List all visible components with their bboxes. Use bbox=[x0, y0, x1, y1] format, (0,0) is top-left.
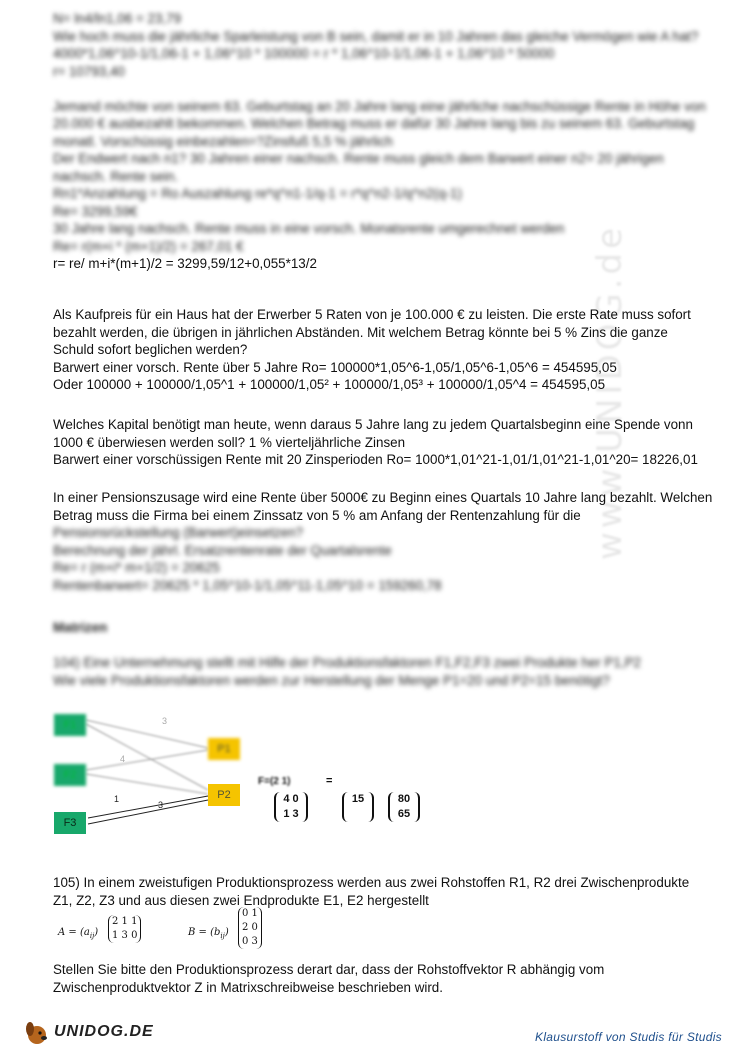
blurred-line: Rn1*Anzahlung = Ro Auszahlung re*q^n1-1/q-1 = r*q^n2-1/q^n2(q-1) bbox=[53, 186, 462, 201]
section-matrizen bbox=[53, 619, 723, 689]
page-footer bbox=[0, 1015, 750, 1055]
section-heading: Matrizen bbox=[53, 620, 108, 635]
blurred-line: Rentenbarwert= 20625 * 1,05^10-1/1,05^11-1,05^10 = 159260,78 bbox=[53, 577, 442, 593]
text-line: 1000 € überwiesen werden soll? 1 % vierteljährliche Zinsen bbox=[53, 434, 406, 450]
product-node-p1: P1 bbox=[208, 738, 240, 760]
text-line: Als Kaufpreis für ein Haus hat der Erwerber 5 Raten von je 100.000 € zu leisten. Die erste Rate muss sofort bbox=[53, 307, 691, 322]
text-line: Barwert einer vorsch. Rente über 5 Jahre Ro= 100000*1,05^6-1,05/1,05^6-1,05^6 = 454595,05 bbox=[53, 359, 617, 375]
edge-label: 4 bbox=[120, 754, 126, 764]
blurred-line: 104) Eine Unternehmung stellt mit Hilfe der Produktionsfaktoren F1,F2,F3 zwei Produkte her P1,P2 bbox=[53, 655, 641, 670]
factor-node-f1: F1 bbox=[54, 714, 86, 736]
watermark: www.UNIDOG.de bbox=[590, 223, 630, 560]
matrix-row: 4 0 bbox=[283, 793, 299, 805]
edge-label: 3 bbox=[158, 800, 164, 810]
formula-b-label: $B = (b_{ij})$ bbox=[188, 927, 229, 940]
blurred-line: Der Endwert nach n1? 30 Jahren einer nachsch. Rente muss gleich dem Barwert einer n2= 20 jährigen bbox=[53, 151, 664, 166]
text-line: 105) In einem zweistufigen Produktionsprozess werden aus zwei Rohstoffen R1, R2 drei Zwischenprodukte bbox=[53, 875, 690, 890]
matrix-row: 1 3 0 bbox=[112, 930, 138, 941]
site-logo[interactable]: UNIDOG.DE bbox=[54, 1023, 154, 1040]
section-task-text bbox=[53, 961, 723, 996]
text-line: Barwert einer vorschüssigen Rente mit 20 Zinsperioden Ro= 1000*1,01^21-1,01/1,01^21-1,01^20= 18226,01 bbox=[53, 452, 698, 467]
matrix-row: 2 1 1 bbox=[112, 916, 138, 927]
text-line: Betrag muss die Firma bei einem Zinssatz von 5 % am Anfang der Rentenzahlung für die bbox=[53, 507, 581, 523]
vector-value: 15 bbox=[351, 793, 365, 805]
factor-node-f3: F3 bbox=[54, 812, 86, 834]
text-line: Zwischenproduktvektor Z in Matrixschreibweise beschrieben wird. bbox=[53, 979, 443, 995]
section-pension bbox=[53, 489, 723, 594]
blurred-line: Re= r(m+i * (m+1)/2) = 267,01 € bbox=[53, 238, 244, 254]
section-donation bbox=[53, 416, 723, 469]
result-vector bbox=[388, 792, 420, 822]
blurred-line: N= ln4/ln1,06 = 23,79 bbox=[53, 11, 182, 26]
matrix-a bbox=[274, 792, 308, 822]
edge-label: 1 bbox=[114, 794, 120, 804]
matrix-row: 1 3 bbox=[283, 808, 299, 820]
blurred-line: Wie viele Produktionsfaktoren werden zur Herstellung der Menge P1=20 und P2=15 benötigt? bbox=[53, 672, 610, 688]
blurred-line: Re= r (m+i* m+1/2) = 20625 bbox=[53, 560, 220, 575]
blurred-line: Re= 3299,59€ bbox=[53, 203, 138, 219]
matrix-b-values bbox=[238, 907, 262, 949]
matrix-row: 0 1 bbox=[242, 908, 258, 919]
factor-node-f2: F2 bbox=[54, 764, 86, 786]
text-line: r= re/ m+i*(m+1)/2 = 3299,59/12+0,055*13/2 bbox=[53, 256, 317, 271]
edge-label: 3 bbox=[162, 716, 168, 726]
text-line: bezahlt werden, die übrigen in jährlichen Abständen. Mit welchem Betrag könnte bei 5 % Zins die ganze bbox=[53, 324, 668, 340]
blurred-line: Jemand möchte von seinem 63. Geburtstag an 20 Jahre lang eine jährliche nachschüssige Rente in Höhe von bbox=[53, 98, 706, 114]
formula-a-label: $A = (a_{ij})$ bbox=[58, 927, 99, 940]
blurred-line: r= 10793,40 bbox=[53, 63, 125, 79]
blurred-line: Pensionsrückstellung (Barwert)einsetzen? bbox=[53, 525, 304, 540]
text-line: Z1, Z2, Z3 und aus diesen zwei Endprodukte E1, E2 hergestellt bbox=[53, 892, 429, 908]
dog-logo-icon bbox=[22, 1019, 52, 1049]
matrix-row: 2 0 bbox=[242, 922, 258, 933]
matrix-a-values bbox=[108, 915, 141, 943]
blurred-line: 20.000 € ausbezahlt bekommen. Welchen Betrag muss er dafür 30 Jahre lang bis zu seinem 63. Geburtstag bbox=[53, 116, 695, 131]
blurred-line: monatl. Vorschüssig einbezahlen=?Zinsfuß 5,5 % jährlich bbox=[53, 133, 393, 149]
matrix-row: 0 3 bbox=[242, 936, 258, 947]
equals-sign: = bbox=[326, 775, 333, 787]
product-node-p2: P2 bbox=[208, 784, 240, 806]
spacer bbox=[53, 80, 723, 98]
matrix-label: F=(2 1) bbox=[258, 776, 291, 787]
footer-tagline: Klausurstoff von Studis für Studis bbox=[535, 1030, 722, 1044]
matrix-equation bbox=[258, 760, 438, 830]
text-line: Stellen Sie bitte den Produktionsprozess derart dar, dass der Rohstoffvektor R abhängig vom bbox=[53, 962, 605, 977]
section-house-purchase bbox=[53, 306, 723, 394]
vector-x bbox=[342, 792, 374, 822]
blurred-line: 4000*1,06^10-1/1,06-1 + 1,06^10 * 100000 = r * 1,06^10-1/1,06-1 + 1,06^10 * 50000 bbox=[53, 46, 555, 61]
spacer bbox=[53, 637, 723, 655]
text-line: Welches Kapital benötigt man heute, wenn daraus 5 Jahre lang zu jedem Quartalsbeginn eine Spende vonn bbox=[53, 417, 693, 432]
blurred-line: 30 Jahre lang nachsch. Rente muss in eine vorsch. Monatsrente umgerechnet werden bbox=[53, 221, 565, 236]
section-two-stage-production bbox=[53, 874, 723, 909]
text-line: In einer Pensionszusage wird eine Rente über 5000€ zu Beginn eines Quartals 10 Jahre lang bezahlt. Welchen bbox=[53, 490, 713, 505]
text-line: Oder 100000 + 100000/1,05^1 + 100000/1,05² + 100000/1,05³ + 100000/1,05^4 = 454595,05 bbox=[53, 377, 606, 392]
section-annuity bbox=[53, 10, 723, 273]
result-row: 80 bbox=[397, 793, 411, 805]
blurred-line: Berechnung der jährl. Ersatzrentenrate der Quartalsrente bbox=[53, 542, 392, 558]
blurred-line: nachsch. Rente sein. bbox=[53, 168, 179, 184]
result-row: 65 bbox=[397, 808, 411, 820]
text-line: Schuld sofort beglichen werden? bbox=[53, 342, 248, 357]
blurred-line: Wie hoch muss die jährliche Sparleistung von B sein, damit er in 10 Jahren das gleiche Vermögen wie A hat? bbox=[53, 28, 699, 44]
